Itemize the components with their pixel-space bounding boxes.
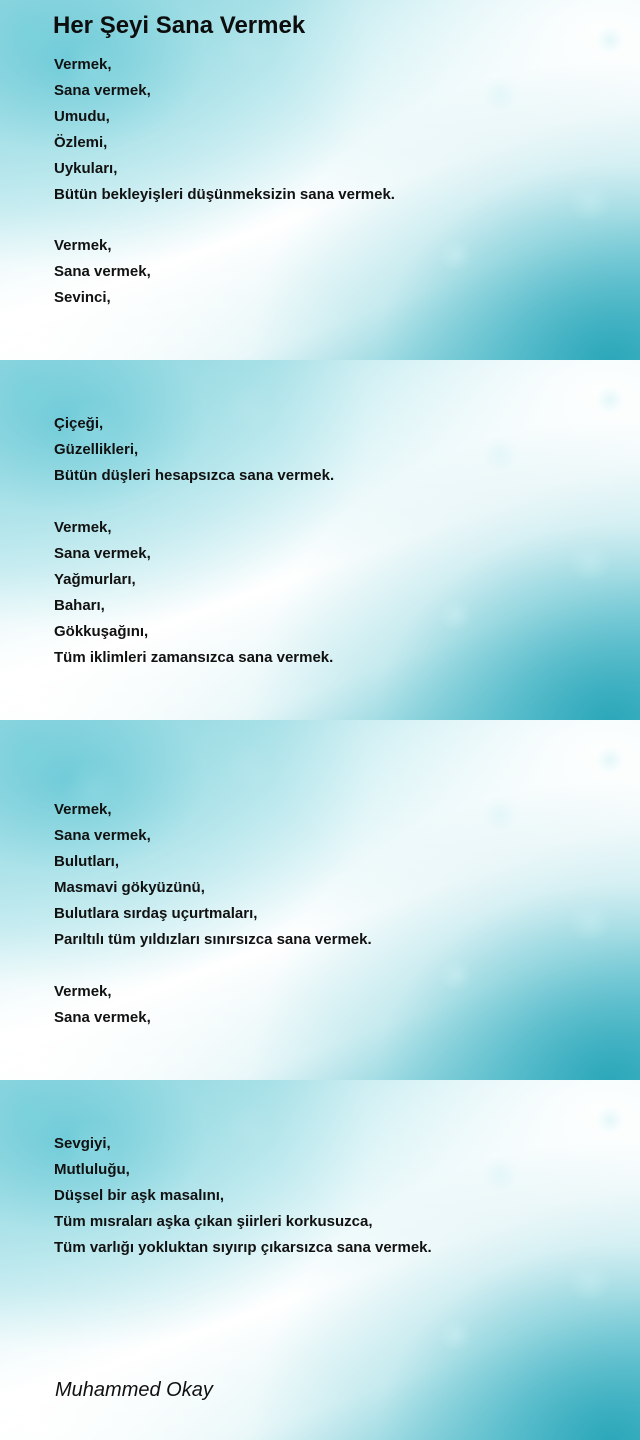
poem-line: Sana vermek, xyxy=(54,827,151,844)
stanza xyxy=(54,233,151,311)
poem-line: Çiçeği, xyxy=(54,415,104,432)
poem-line: Vermek, xyxy=(54,519,112,536)
poem-author: Muhammed Okay xyxy=(55,1379,213,1401)
poem-title: Her Şeyi Sana Vermek xyxy=(53,12,306,39)
stanza xyxy=(54,1131,432,1261)
poem-line: Özlemi, xyxy=(54,134,108,151)
poem-line: Vermek, xyxy=(54,56,112,73)
poem-line: Masmavi gökyüzünü, xyxy=(54,879,205,896)
poem-panel-2 xyxy=(0,360,640,720)
poem-line: Sevgiyi, xyxy=(54,1135,111,1152)
poem-line: Bütün düşleri hesapsızca sana vermek. xyxy=(54,467,335,484)
stanza xyxy=(54,52,395,208)
poem-line: Sana vermek, xyxy=(54,545,151,562)
poem-line: Yağmurları, xyxy=(54,571,136,588)
poem-line: Tüm mısraları aşka çıkan şiirleri korkusuzca, xyxy=(54,1213,373,1230)
poem-line: Baharı, xyxy=(54,597,105,614)
poem-line: Bulutlara sırdaş uçurtmaları, xyxy=(54,905,258,922)
poem-line: Vermek, xyxy=(54,801,112,818)
poem-panel-4 xyxy=(0,1080,640,1440)
poem-line: Tüm iklimleri zamansızca sana vermek. xyxy=(54,649,334,666)
poem-line: Bulutları, xyxy=(54,853,120,870)
poem-line: Sana vermek, xyxy=(54,82,151,99)
poem-panel-3 xyxy=(0,720,640,1080)
poem-line: Gökkuşağını, xyxy=(54,623,149,640)
poem-line: Sana vermek, xyxy=(54,1009,151,1026)
stanza xyxy=(54,979,151,1031)
poem-line: Güzellikleri, xyxy=(54,441,139,458)
stanza xyxy=(54,797,372,953)
poem-panel-1 xyxy=(0,0,640,360)
poem-line: Sana vermek, xyxy=(54,263,151,280)
poem-line: Vermek, xyxy=(54,983,112,1000)
poem-line: Vermek, xyxy=(54,237,112,254)
poem-line: Bütün bekleyişleri düşünmeksizin sana vermek. xyxy=(54,186,395,203)
poem-line: Mutluluğu, xyxy=(54,1161,130,1178)
poem-line: Uykuları, xyxy=(54,160,118,177)
stanza xyxy=(54,515,333,671)
stanza xyxy=(54,411,334,489)
poem-line: Düşsel bir aşk masalını, xyxy=(54,1187,225,1204)
poem-line: Sevinci, xyxy=(54,289,111,306)
poem-line: Umudu, xyxy=(54,108,110,125)
poem-line: Tüm varlığı yokluktan sıyırıp çıkarsızca sana vermek. xyxy=(54,1239,432,1256)
poem-line: Parıltılı tüm yıldızları sınırsızca sana vermek. xyxy=(54,931,372,948)
